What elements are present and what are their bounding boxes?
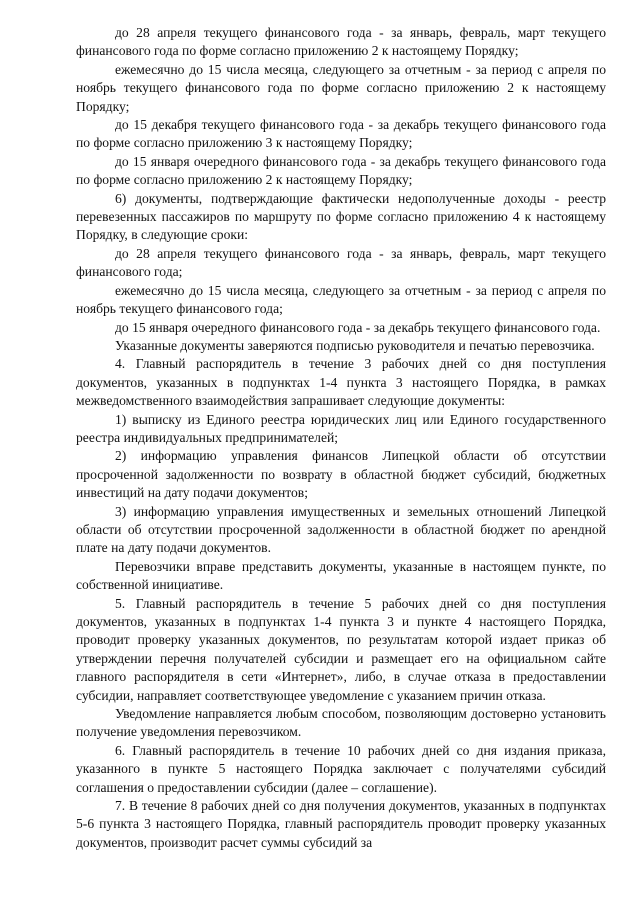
paragraph-item-6-documents: 6) документы, подтверждающие фактически недополученные доходы - реестр перевезенных пассажиров по маршруту по форме согласно приложению 4 к настоящему Порядку, в следующие сроки:	[76, 190, 606, 243]
paragraph-registry-monthly: ежемесячно до 15 числа месяца, следующего за отчетным - за период с апреля по ноябрь текущего финансового года;	[76, 282, 606, 317]
paragraph-item-2-finance-info: 2) информацию управления финансов Липецкой области об отсутствии просроченной задолженности по возврату в областной бюджет субсидий, бюджетных инвестиций на дату подачи документов;	[76, 448, 606, 501]
paragraph-deadline-january: до 15 января очередного финансового года - за декабрь текущего финансового года по форме согласно приложению 2 к настоящему Порядку;	[76, 153, 606, 188]
paragraph-item-3-property-info: 3) информацию управления имущественных и земельных отношений Липецкой области об отсутствии просроченной задолженности в областной бюджет по арендной плате на дату подачи документов.	[76, 503, 606, 556]
document-page	[76, 24, 606, 852]
paragraph-deadline-december: до 15 декабря текущего финансового года - за декабрь текущего финансового года по форме согласно приложению 3 к настоящему Порядку;	[76, 117, 606, 151]
paragraph-notification: Уведомление направляется любым способом, позволяющим достоверно установить получение уведомления перевозчиком.	[76, 706, 606, 740]
paragraph-item-1-registry-extract: 1) выписку из Единого реестра юридических лиц или Единого государственного реестра индивидуальных предпринимателей;	[76, 411, 606, 445]
paragraph-registry-april: до 28 апреля текущего финансового года - за январь, февраль, март текущего финансового года;	[76, 245, 606, 280]
paragraph-registry-january: до 15 января очередного финансового года - за декабрь текущего финансового года.	[115, 319, 601, 335]
paragraph-deadline-april: до 28 апреля текущего финансового года - за январь, февраль, март текущего финансового года по форме согласно приложению 2 к настоящему Порядку;	[76, 25, 606, 59]
paragraph-section-5: 5. Главный распорядитель в течение 5 рабочих дней со дня поступления документов, указанных в подпунктах 1-4 пункта 3 и пункте 4 настоящего Порядка, проводит проверку указанных документов, по результатам которой издает приказ об утверждении перечня получателей субсидии и размещает его на официальном сайте главного распорядителя в сети «Интернет», либо, в случае отказа в предоставлении субсидии, направляет соответствующее уведомление с указанием причин отказа.	[76, 595, 606, 703]
paragraph-section-7: 7. В течение 8 рабочих дней со дня получения документов, указанных в подпунктах 5-6 пункта 3 настоящего Порядка, главный распорядитель проводит проверку указанных документов, производит расчет суммы субсидий за	[76, 798, 606, 850]
paragraph-section-6: 6. Главный распорядитель в течение 10 рабочих дней со дня издания приказа, указанного в пункте 5 настоящего Порядка заключает с получателями субсидий соглашения о предоставлении субсидии (далее – соглашение).	[76, 742, 606, 795]
paragraph-certification: Указанные документы заверяются подписью руководителя и печатью перевозчика.	[115, 337, 595, 353]
paragraph-section-4: 4. Главный распорядитель в течение 3 рабочих дней со дня поступления документов, указанных в подпунктах 1-4 пункта 3 настоящего Порядка, в рамках межведомственного взаимодействия запрашивает следующие документы:	[76, 356, 606, 409]
paragraph-carriers-initiative: Перевозчики вправе представить документы, указанные в настоящем пункте, по собственной инициативе.	[76, 558, 606, 593]
paragraph-monthly-deadline: ежемесячно до 15 числа месяца, следующего за отчетным - за период с апреля по ноябрь текущего финансового года по форме согласно приложению 2 к настоящему Порядку;	[76, 61, 606, 114]
